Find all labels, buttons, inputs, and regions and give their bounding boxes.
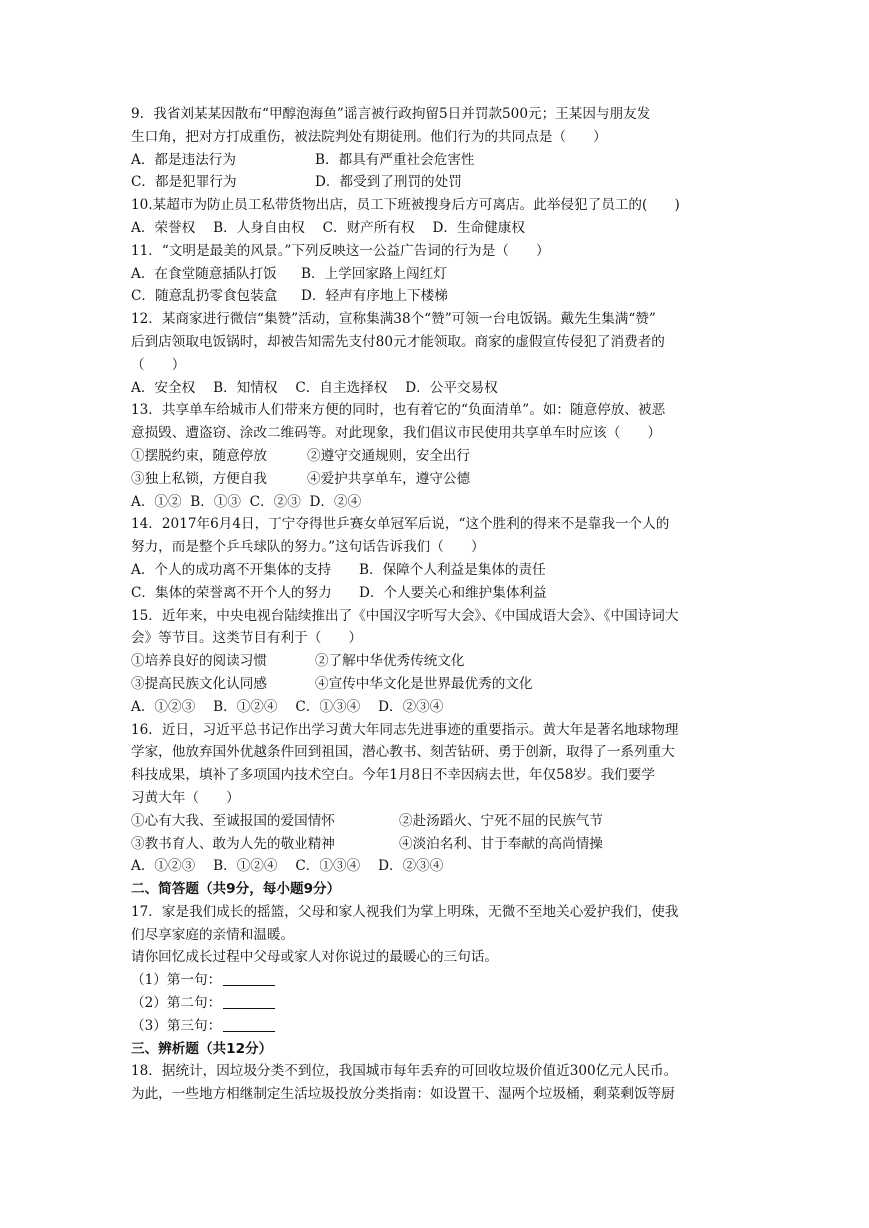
question-stem-line: 18．据统计，因垃圾分类不到位，我国城市每年丢弃的可回收垃圾价值近300亿元人民币。 (131, 1063, 678, 1080)
question-10 (131, 194, 741, 240)
statement-1: ①心有大我、至诚报国的爱国情怀 (131, 812, 335, 829)
option-row (131, 171, 741, 194)
statement-row (131, 445, 741, 468)
question-stem-line: 生口角，把对方打成重伤，被法院判处有期徒刑。他们行为的共同点是（ ） (131, 128, 607, 145)
question-stem-line: 会》等节目。这类节目有利于（ ） (131, 630, 363, 647)
option-b: B．保障个人利益是集体的责任 (359, 561, 546, 578)
statement-4: ④宣传中华文化是世界最优秀的文化 (315, 675, 533, 692)
statement-1: ①培养良好的阅读习惯 (131, 653, 267, 670)
statement-row (131, 673, 741, 696)
answer-blank[interactable] (223, 994, 275, 1009)
answer-blank[interactable] (223, 971, 275, 986)
question-11 (131, 240, 741, 308)
question-stem-line: 请你回忆成长过程中父母或家人对你说过的最暖心的三句话。 (131, 949, 499, 966)
option-b: B．都具有严重社会危害性 (315, 151, 475, 168)
question-stem-line: 9．我省刘某某因散布“甲醇泡海鱼”谣言被行政拘留5日并罚款500元；王某因与朋友发 (131, 106, 651, 122)
option-row (131, 263, 741, 286)
question-stem-line: 后到店领取电饭锅时，却被告知需先支付80元才能领取。商家的虚假宣传侵犯了消费者的 (131, 333, 665, 350)
statement-3: ③独上私锁，方便自我 (131, 470, 267, 487)
answer-label: （3）第三句： (131, 1017, 222, 1034)
question-15 (131, 605, 741, 719)
question-stem-line: 科技成果，填补了多项国内技术空白。今年1月8日不幸因病去世，年仅58岁。我们要学 (131, 767, 655, 784)
question-stem-line: 习黄大年（ ） (131, 789, 240, 806)
question-stem-line: 14．2017年6月4日，丁宁夺得世乒赛女单冠军后说，“这个胜利的得来不是靠我一个人的 (131, 516, 670, 533)
option-row (131, 285, 741, 308)
option-row: A．①②③ B．①②④ C．①③④ D．②③④ (131, 698, 444, 715)
statement-3: ③教书育人、敢为人先的敬业精神 (131, 835, 335, 852)
question-stem-line: 学家，他放弃国外优越条件回到祖国，潜心教书、刻苦钻研、勇于创新，取得了一系列重大 (131, 744, 675, 761)
section-heading-analysis: 三、辨析题（共12分） (131, 1040, 273, 1057)
question-stem-line: 为此，一些地方相继制定生活垃圾投放分类指南：如设置干、湿两个垃圾桶，剩菜剩饭等厨 (131, 1086, 675, 1103)
option-row (131, 149, 741, 172)
option-row: A．①② B．①③ C．②③ D．②④ (131, 493, 362, 510)
option-c: C．集体的荣誉离不开个人的努力 (131, 584, 332, 601)
statement-row (131, 468, 741, 491)
option-row (131, 582, 741, 605)
question-13 (131, 399, 741, 513)
answer-blank[interactable] (223, 1017, 275, 1032)
question-stem-line: （ ） (131, 356, 186, 373)
question-stem-line: 12．某商家进行微信“集赞”活动，宣称集满38个“赞”可领一台电饭锅。戴先生集满“赞” (131, 311, 656, 328)
option-row (131, 559, 741, 582)
question-stem-line: 们尽享家庭的亲情和温暖。 (131, 926, 295, 943)
option-c: C．都是犯罪行为 (131, 174, 237, 191)
option-a: A．个人的成功离不开集体的支持 (131, 561, 332, 578)
statement-row (131, 833, 741, 856)
option-row: A．①②③ B．①②④ C．①③④ D．②③④ (131, 858, 444, 875)
statement-1: ①摆脱约束，随意停放 (131, 447, 267, 464)
option-row: A．安全权 B．知情权 C．自主选择权 D．公平交易权 (131, 379, 498, 396)
question-stem-line: 16．近日，习近平总书记作出学习黄大年同志先进事迹的重要指示。黄大年是著名地球物理 (131, 721, 679, 738)
statement-3: ③提高民族文化认同感 (131, 675, 267, 692)
statement-2: ②赴汤蹈火、宁死不屈的民族气节 (399, 812, 603, 829)
option-d: D．都受到了刑罚的处罚 (315, 174, 462, 191)
answer-line-3 (131, 1015, 741, 1038)
question-9 (131, 103, 741, 194)
question-stem-line: 努力，而是整个乒乓球队的努力。”这句话告诉我们（ ） (131, 539, 485, 556)
option-b: B．上学回家路上闯红灯 (301, 265, 447, 282)
answer-line-1 (131, 969, 741, 992)
question-14 (131, 513, 741, 604)
statement-row (131, 650, 741, 673)
section-heading-short-answer: 二、简答题（共9分，每小题9分） (131, 881, 341, 898)
page-content (131, 103, 741, 1106)
statement-2: ②了解中华优秀传统文化 (315, 653, 465, 670)
question-stem-line: 15．近年来，中央电视台陆续推出了《中国汉字听写大会》、《中国成语大会》、《中国诗词大 (131, 607, 679, 624)
answer-label: （2）第二句： (131, 995, 222, 1012)
answer-line-2 (131, 992, 741, 1015)
option-d: D．个人要关心和维护集体利益 (359, 584, 547, 601)
statement-4: ④爱护共享单车，遵守公德 (307, 470, 471, 487)
statement-row (131, 810, 741, 833)
question-stem-line: 13．共享单车给城市人们带来方便的同时，也有着它的“负面清单”。如：随意停放、被恶 (131, 402, 666, 419)
question-stem-line: 17．家是我们成长的摇篮，父母和家人视我们为掌上明珠，无微不至地关心爱护我们，使我 (131, 903, 679, 920)
option-a: A．都是违法行为 (131, 151, 236, 168)
question-12 (131, 308, 741, 399)
statement-2: ②遵守交通规则，安全出行 (307, 447, 471, 464)
question-18 (131, 1060, 741, 1106)
question-17 (131, 901, 741, 1038)
question-stem-line: 11．“文明是最美的风景。”下列反映这一公益广告词的行为是（ ） (131, 242, 550, 259)
option-d: D．轻声有序地上下楼梯 (301, 288, 448, 305)
statement-4: ④淡泊名利、甘于奉献的高尚情操 (399, 835, 603, 852)
option-c: C．随意乱扔零食包装盒 (131, 288, 278, 305)
answer-label: （1）第一句： (131, 972, 222, 989)
option-a: A．在食堂随意插队打饭 (131, 265, 277, 282)
option-row: A．荣誉权 B．人身自由权 C．财产所有权 D．生命健康权 (131, 219, 525, 236)
question-stem-line: 10.某超市为防止员工私带货物出店，员工下班被搜身后方可离店。此举侵犯了员工的( ) (131, 197, 680, 214)
question-stem-line: 意损毁、遭盗窃、涂改二维码等。对此现象，我们倡议市民使用共享单车时应该（ ） (131, 425, 662, 442)
question-16 (131, 719, 741, 879)
